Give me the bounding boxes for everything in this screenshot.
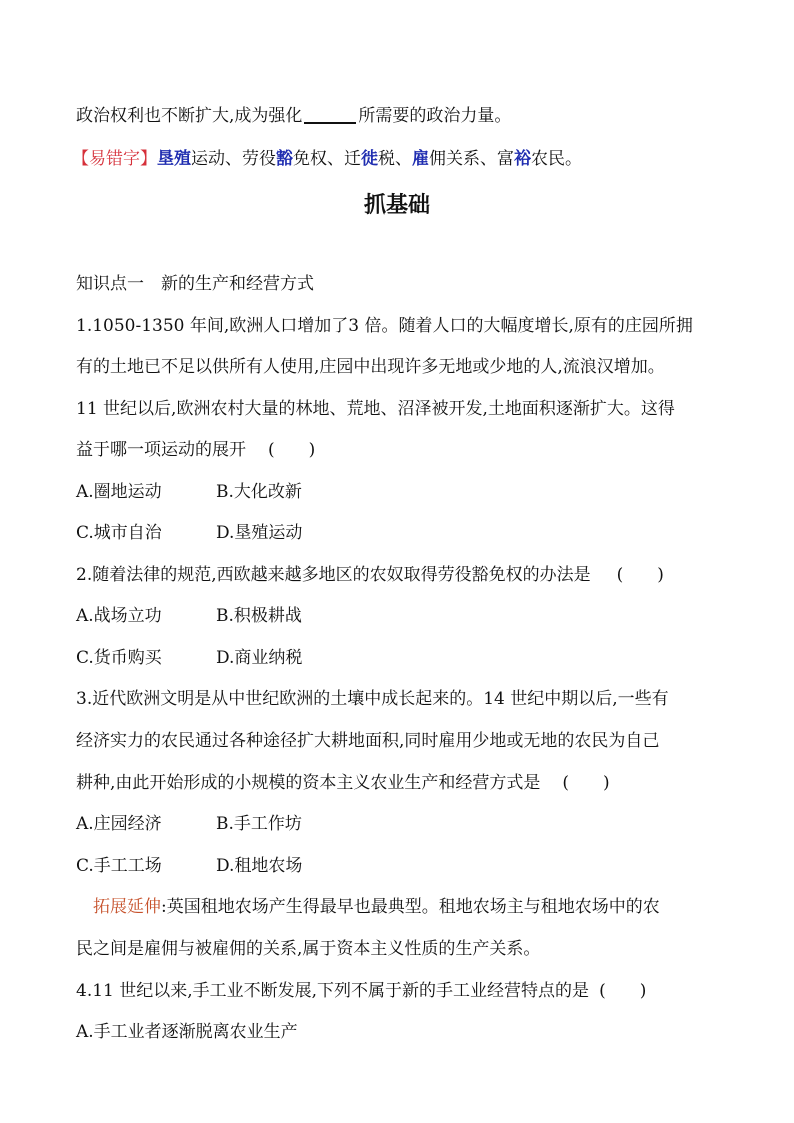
question-1-line-3: 11 世纪以后,欧洲农村大量的林地、荒地、沼泽被开发,土地面积逐渐扩大。这得 [76,399,675,419]
question-3-line-2: 经济实力的农民通过各种途径扩大耕地面积,同时雇用少地或无地的农民为自己 [76,731,660,751]
extension-tag: 拓展延伸 [93,897,161,917]
question-4-line-1 [76,979,646,1003]
option-a: A.庄园经济 [76,814,162,834]
typo-note-part: 徙 [361,149,378,169]
question-1-line-2: 有的土地已不足以供所有人使用,庄园中出现许多无地或少地的人,流浪汉增加。 [76,357,665,377]
question-text: 4.11 世纪以来,手工业不断发展,下列不属于新的手工业经营特点的是 [76,981,590,1001]
question-1-options-row-2 [76,521,303,545]
option-a: A.战场立功 [76,606,162,626]
top-line [76,104,511,128]
extension-line-2: 民之间是雇佣与被雇佣的关系,属于资本主义性质的生产关系。 [76,939,541,959]
top-line-before: 政治权利也不断扩大,成为强化 [76,106,303,126]
typo-note-part: 垦殖 [157,149,191,169]
option-a: A.圈地运动 [76,482,162,502]
section-heading: 抓基础 [363,193,430,218]
extension-text: :英国租地农场产生得最早也最典型。租地农场主与租地农场中的农 [161,897,660,917]
typo-note-tag: 【易错字】 [72,149,157,169]
option-b: B.大化改新 [216,482,302,502]
typo-note-part: 裕 [514,149,531,169]
question-3-options-row-2 [76,854,303,878]
question-2-options-row-2 [76,646,303,670]
answer-parentheses: ( ) [616,565,664,585]
option-d: D.租地农场 [216,856,303,876]
typo-note-part: 税、 [378,149,412,169]
extension-line-1 [93,895,660,919]
option-d: D.垦殖运动 [216,523,303,543]
answer-parentheses: ( ) [562,773,610,793]
question-text: 耕种,由此开始形成的小规模的资本主义农业生产和经营方式是 [76,773,541,793]
typo-note [72,147,582,171]
fill-in-blank [304,104,356,124]
typo-note-part: 免权、迁 [293,149,361,169]
question-3-line-1: 3.近代欧洲文明是从中世纪欧洲的土壤中成长起来的。14 世纪中期以后,一些有 [76,689,669,709]
typo-note-part: 运动、劳役 [191,149,276,169]
question-4-option-a: A.手工业者逐渐脱离农业生产 [76,1022,298,1042]
option-c: C.城市自治 [76,523,162,543]
option-c: C.货币购买 [76,648,162,668]
question-1-line-4 [76,438,315,462]
typo-note-part: 佣关系、富 [429,149,514,169]
question-text: 益于哪一项运动的展开 [76,440,246,460]
typo-note-part: 雇 [412,149,429,169]
question-2-line-1 [76,563,664,587]
option-d: D.商业纳税 [216,648,303,668]
option-b: B.积极耕战 [216,606,302,626]
answer-parentheses: ( ) [268,440,316,460]
knowledge-point-title: 知识点一 新的生产和经营方式 [76,274,314,294]
question-2-options-row-1 [76,604,302,628]
question-1-line-1 [76,314,718,338]
question-text: 1.1050-1350 年间,欧洲人口增加了3 倍。随着人口的大幅度增长,原有的庄园所拥 [76,316,693,336]
question-3-line-3 [76,771,610,795]
option-c: C.手工工场 [76,856,162,876]
typo-note-part: 豁 [276,149,293,169]
question-3-options-row-1 [76,812,302,836]
option-b: B.手工作坊 [216,814,302,834]
question-1-options-row-1 [76,480,302,504]
top-line-after: 所需要的政治力量。 [358,106,512,126]
answer-parentheses: ( ) [599,981,647,1001]
question-text: 2.随着法律的规范,西欧越来越多地区的农奴取得劳役豁免权的办法是 [76,565,591,585]
typo-note-part: 农民。 [531,149,582,169]
